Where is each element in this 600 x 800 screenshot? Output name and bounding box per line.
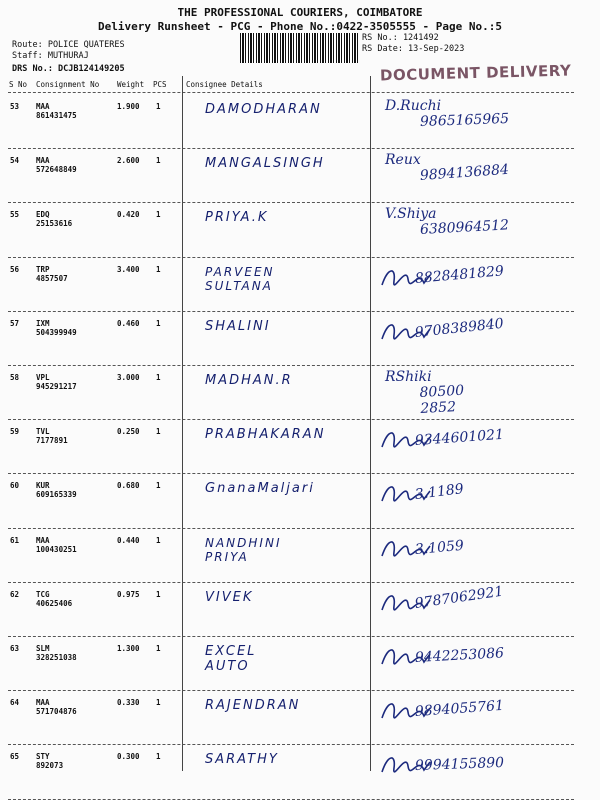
row-weight: 1.300	[117, 644, 140, 653]
row-pcs: 1	[156, 535, 161, 545]
row-separator	[8, 744, 574, 745]
row-separator	[8, 202, 574, 203]
signature-scribble	[378, 263, 433, 293]
staff-label: Staff: MUTHURAJ	[12, 51, 89, 61]
row-weight: 0.460	[117, 318, 140, 328]
signature-scribble	[378, 750, 433, 780]
row-sno: 63	[10, 644, 20, 653]
consignee-phone: 9344601021	[414, 426, 505, 450]
row-sno: 65	[10, 752, 20, 762]
signature-scribble	[378, 588, 433, 618]
consignee-name: RAJENDRAN	[205, 698, 301, 714]
row-pcs: 1	[156, 698, 161, 708]
row-separator	[8, 582, 574, 583]
row-sno: 62	[10, 589, 20, 599]
consignee-signature: RShiki	[385, 369, 432, 385]
consignee-name: PARVEEN SULTANA	[205, 264, 275, 293]
consignee-name: MANGALSINGH	[205, 156, 325, 172]
row-consignment: IXM 504399949	[36, 318, 77, 337]
row-sno: 58	[10, 373, 20, 382]
row-weight: 0.680	[117, 481, 140, 491]
row-weight: 0.440	[117, 535, 140, 545]
consignee-phone: 9708389840	[414, 315, 505, 341]
document-delivery-stamp: DOCUMENT DELIVERY	[379, 61, 572, 85]
col-consignment: Consignment No	[36, 80, 100, 89]
consignee-signature: Reux	[385, 152, 421, 169]
signature-scribble	[378, 317, 433, 347]
row-pcs: 1	[156, 102, 161, 111]
company-title: THE PROFESSIONAL COURIERS, COIMBATORE	[177, 6, 423, 19]
row-weight: 1.900	[117, 102, 140, 111]
barcode	[240, 33, 358, 63]
consignee-name: DAMODHARAN	[205, 102, 322, 117]
rs-date: RS Date: 13-Sep-2023	[362, 44, 465, 54]
consignee-name: MADHAN.R	[205, 373, 293, 388]
row-pcs: 1	[156, 589, 161, 599]
row-separator	[8, 636, 574, 637]
consignee-name: NANDHINI PRIYA	[205, 535, 282, 564]
consignee-phone: 9894136884	[419, 161, 510, 185]
column-divider	[370, 76, 371, 771]
row-pcs: 1	[156, 373, 161, 382]
consignee-signature: D.Ruchi	[385, 98, 442, 114]
row-separator	[8, 690, 574, 691]
row-separator	[8, 799, 574, 800]
row-separator	[8, 148, 574, 149]
consignee-name: PRABHAKARAN	[205, 427, 326, 443]
consignee-name: SARATHY	[205, 752, 279, 768]
row-weight: 2.600	[117, 156, 140, 166]
row-weight: 3.400	[117, 264, 140, 274]
row-pcs: 1	[156, 210, 161, 220]
row-pcs: 1	[156, 264, 161, 274]
consignee-phone: 9994155890	[414, 755, 505, 775]
row-consignment: TRP 4857507	[36, 264, 68, 283]
row-pcs: 1	[156, 318, 161, 328]
row-consignment: MAA 861431475	[36, 102, 77, 120]
consignee-phone: 9442253086	[414, 645, 505, 666]
row-sno: 59	[10, 427, 20, 437]
row-weight: 0.300	[117, 752, 140, 762]
row-pcs: 1	[156, 644, 161, 653]
row-sno: 61	[10, 535, 20, 545]
consignee-signature: V.Shiya	[385, 206, 437, 223]
signature-scribble	[378, 479, 433, 509]
row-separator	[8, 257, 574, 258]
row-separator	[8, 473, 574, 474]
row-sno: 55	[10, 210, 20, 220]
signature-scribble	[378, 534, 433, 564]
col-sno: S No	[9, 80, 28, 89]
row-consignment: MAA 100430251	[36, 535, 77, 554]
col-weight: Weight	[117, 80, 145, 89]
row-weight: 3.000	[117, 373, 140, 382]
col-pcs: PCS	[153, 80, 167, 89]
consignee-phone: 9787062921	[413, 583, 505, 612]
runsheet-title: Delivery Runsheet - PCG - Phone No.:0422-3505555 - Page No.:5	[98, 20, 502, 33]
row-weight: 0.250	[117, 427, 140, 437]
row-sno: 56	[10, 264, 20, 274]
row-separator	[8, 311, 574, 312]
consignee-name: SHALINI	[205, 318, 271, 334]
row-consignment: EDQ 25153616	[36, 210, 73, 229]
consignee-name: PRIYA.K	[205, 210, 269, 226]
consignee-phone: 8828481829	[414, 262, 505, 287]
row-sno: 54	[10, 156, 20, 166]
row-sno: 57	[10, 318, 20, 328]
row-sno: 64	[10, 698, 20, 708]
row-pcs: 1	[156, 481, 161, 491]
consignee-name: VIVEK	[205, 589, 254, 605]
row-pcs: 1	[156, 427, 161, 437]
row-sno: 60	[10, 481, 20, 491]
row-consignment: STY 892073	[36, 752, 64, 771]
row-separator	[8, 365, 574, 366]
row-consignment: MAA 572648849	[36, 156, 77, 175]
row-pcs: 1	[156, 156, 161, 166]
row-consignment: SLM 328251038	[36, 644, 77, 662]
consignee-name: EXCEL AUTO	[205, 644, 257, 674]
column-divider	[182, 76, 183, 771]
row-weight: 0.330	[117, 698, 140, 708]
consignee-phone: 3.1059	[414, 537, 465, 558]
rs-number: RS No.: 1241492	[362, 33, 439, 43]
consignee-phone: 3.1189	[414, 481, 465, 504]
row-separator	[8, 528, 574, 529]
row-consignment: KUR 609165339	[36, 481, 77, 500]
header-separator	[8, 92, 574, 93]
row-consignment: TVL 7177891	[36, 427, 68, 446]
signature-scribble	[378, 425, 433, 455]
row-separator	[8, 419, 574, 420]
route-label: Route: POLICE QUATERES	[12, 40, 125, 50]
row-sno: 53	[10, 102, 20, 111]
row-weight: 0.975	[117, 589, 140, 599]
row-consignment: TCG 40625406	[36, 589, 73, 608]
consignee-phone: 80500 2852	[419, 382, 465, 417]
consignee-phone: 9894055761	[414, 697, 505, 721]
row-weight: 0.420	[117, 210, 140, 220]
col-details: Consignee Details	[186, 80, 263, 89]
row-consignment: MAA 571704876	[36, 698, 77, 717]
row-pcs: 1	[156, 752, 161, 762]
consignee-phone: 6380964512	[419, 217, 510, 239]
consignee-phone: 9865165965	[419, 110, 510, 130]
consignee-name: GnanaMaljari	[205, 481, 315, 497]
row-consignment: VPL 945291217	[36, 373, 77, 391]
drs-number: DRS No.: DCJB124149205	[12, 64, 125, 74]
signature-scribble	[378, 642, 433, 672]
signature-scribble	[378, 696, 433, 726]
